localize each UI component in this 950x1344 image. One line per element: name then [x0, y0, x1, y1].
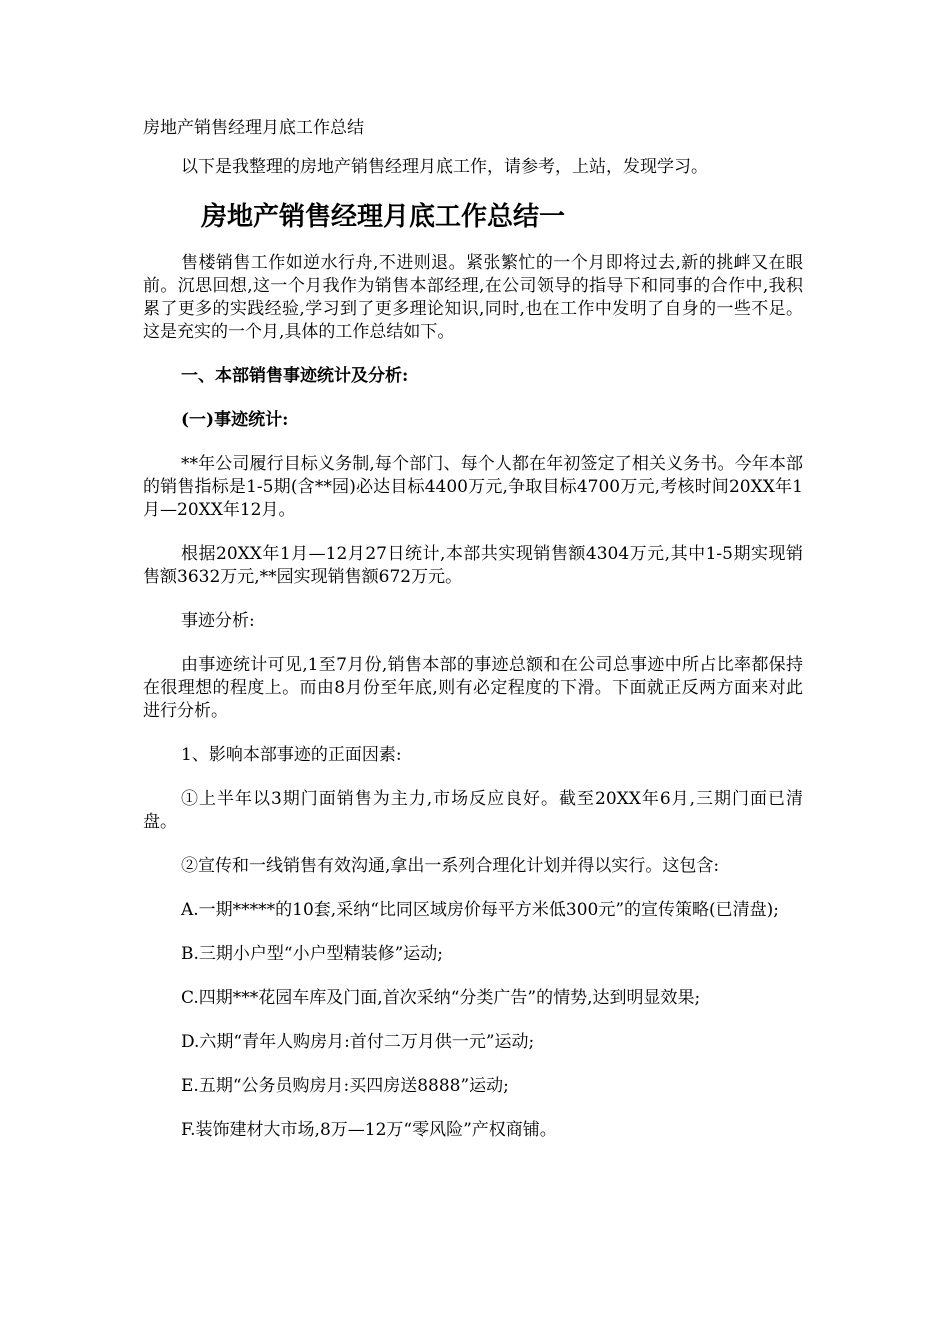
list-item-c: C.四期***花园车库及门面,首次采纳“分类广告”的情势,达到明显效果; — [181, 988, 701, 1008]
subheading-performance-stats: (一)事迹统计: — [181, 410, 289, 430]
list-item-e: E.五期“公务员购房月:买四房送8888”运动; — [181, 1076, 509, 1096]
paragraph-positive-factors: 1、影响本部事迹的正面因素: — [181, 745, 402, 765]
paragraph-analysis-label: 事迹分析: — [181, 611, 255, 631]
intro-paragraph: 以下是我整理的房地产销售经理月底工作，请参考，上站，发现学习。 — [181, 157, 708, 177]
paragraph-analysis: 由事迹统计可见,1至7月份,销售本部的事迹总额和在公司总事迹中所占比率都保持在很理想的程度上。而由8月份至年底,则有必定程度的下滑。下面就正反两方面来对此进行分析。 — [143, 655, 803, 721]
list-item-b: B.三期小户型“小户型精装修”运动; — [181, 944, 444, 964]
document-body — [143, 116, 803, 1163]
list-item-2: ②宣传和一线销售有效沟通,拿出一系列合理化计划并得以实行。这包含: — [181, 856, 720, 876]
subheading-sales-stats: 一、本部销售事迹统计及分析: — [181, 366, 409, 386]
paragraph-results: 根据20XX年1月—12月27日统计,本部共实现销售额4304万元,其中1-5期实现销售额3632万元,**园实现销售额672万元。 — [143, 544, 803, 587]
list-item-d: D.六期“青年人购房月:首付二万月供一元”运动; — [181, 1032, 535, 1052]
document-title: 房地产销售经理月底工作总结 — [143, 118, 364, 138]
list-item-f: F.装饰建材大市场,8万—12万“零风险”产权商铺。 — [181, 1120, 557, 1140]
section-heading: 房地产销售经理月底工作总结一 — [201, 202, 566, 232]
list-item-1: ①上半年以3期门面销售为主力,市场反应良好。截至20XX年6月,三期门面已清盘。 — [143, 789, 803, 832]
list-item-a: A.一期*****的10套,采纳“比同区域房价每平方米低300元”的宣传策略(已清盘); — [181, 900, 780, 920]
paragraph-targets: **年公司履行目标义务制,每个部门、每个人都在年初签定了相关义务书。今年本部的销售指标是1-5期(含**园)必达目标4400万元,争取目标4700万元,考核时间20XX年1月—20XX年12月。 — [143, 454, 803, 520]
paragraph-opening: 售楼销售工作如逆水行舟,不进则退。紧张繁忙的一个月即将过去,新的挑衅又在眼前。沉思回想,这一个月我作为销售本部经理,在公司领导的指导下和同事的合作中,我积累了更多的实践经验,学习到了更多理论知识,同时,也在工作中发明了自身的一些不足。这是充实的一个月,具体的工作总结如下。 — [143, 253, 803, 342]
